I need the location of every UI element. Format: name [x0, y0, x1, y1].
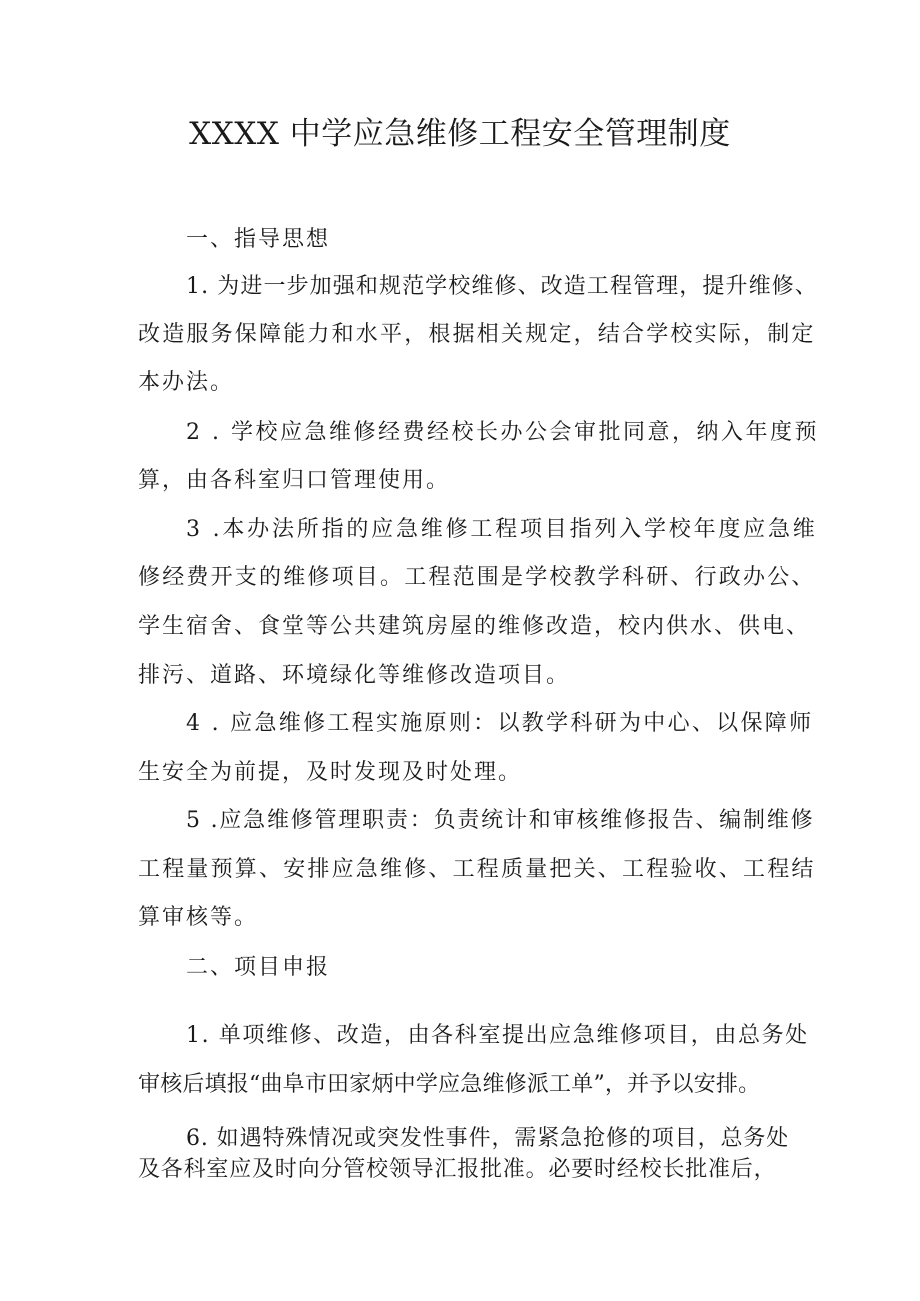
paragraph-line: 5 .应急维修管理职责：负责统计和审核维修报告、编制维修 [186, 808, 815, 833]
paragraph-line: 2 . 学校应急维修经费经校长办公会审批同意，纳入年度预 [186, 420, 819, 445]
paragraph-line: 及各科室应及时向分管校领导汇报批准。必要时经校长批准后， [138, 1157, 777, 1182]
paragraph-line: 工程量预算、安排应急维修、工程质量把关、工程验收、工程结 [138, 857, 816, 882]
paragraph-line: 4 . 应急维修工程实施原则：以教学科研为中心、以保障师 [186, 711, 814, 736]
paragraph-line: 1. 单项维修、改造，由各科室提出应急维修项目，由总务处 [186, 1023, 809, 1048]
section-heading-project-application: 二、项目申报 [186, 955, 331, 980]
paragraph-line: 算，由各科室归口管理使用。 [138, 468, 451, 493]
paragraph-line: 本办法。 [138, 370, 235, 395]
document-title: XXXX 中学应急维修工程安全管理制度 [189, 116, 731, 152]
paragraph-line: 1. 为进一步加强和规范学校维修、改造工程管理，提升维修、 [186, 274, 818, 299]
paragraph-line: 生安全为前提，及时发现及时处理。 [138, 760, 523, 785]
paragraph-line: 审核后填报“曲阜市田家炳中学应急维修派工单”，并予以安排。 [138, 1072, 761, 1097]
paragraph-line: 排污、道路、环境绿化等维修改造项目。 [138, 663, 571, 688]
paragraph-line: 3 .本办法所指的应急维修工程项目指列入学校年度应急维 [186, 517, 818, 542]
paragraph-line: 算审核等。 [138, 905, 259, 930]
paragraph-line: 改造服务保障能力和水平，根据相关规定，结合学校实际，制定 [138, 322, 816, 347]
paragraph-line: 修经费开支的维修项目。工程范围是学校教学科研、行政办公、 [138, 565, 816, 590]
paragraph-line: 学生宿舍、食堂等公共建筑房屋的维修改造，校内供水、供电、 [138, 614, 811, 639]
paragraph-line: 6. 如遇特殊情况或突发性事件，需紧急抢修的项目，总务处 [186, 1126, 790, 1151]
section-heading-guiding-ideology: 一、指导思想 [186, 227, 331, 252]
